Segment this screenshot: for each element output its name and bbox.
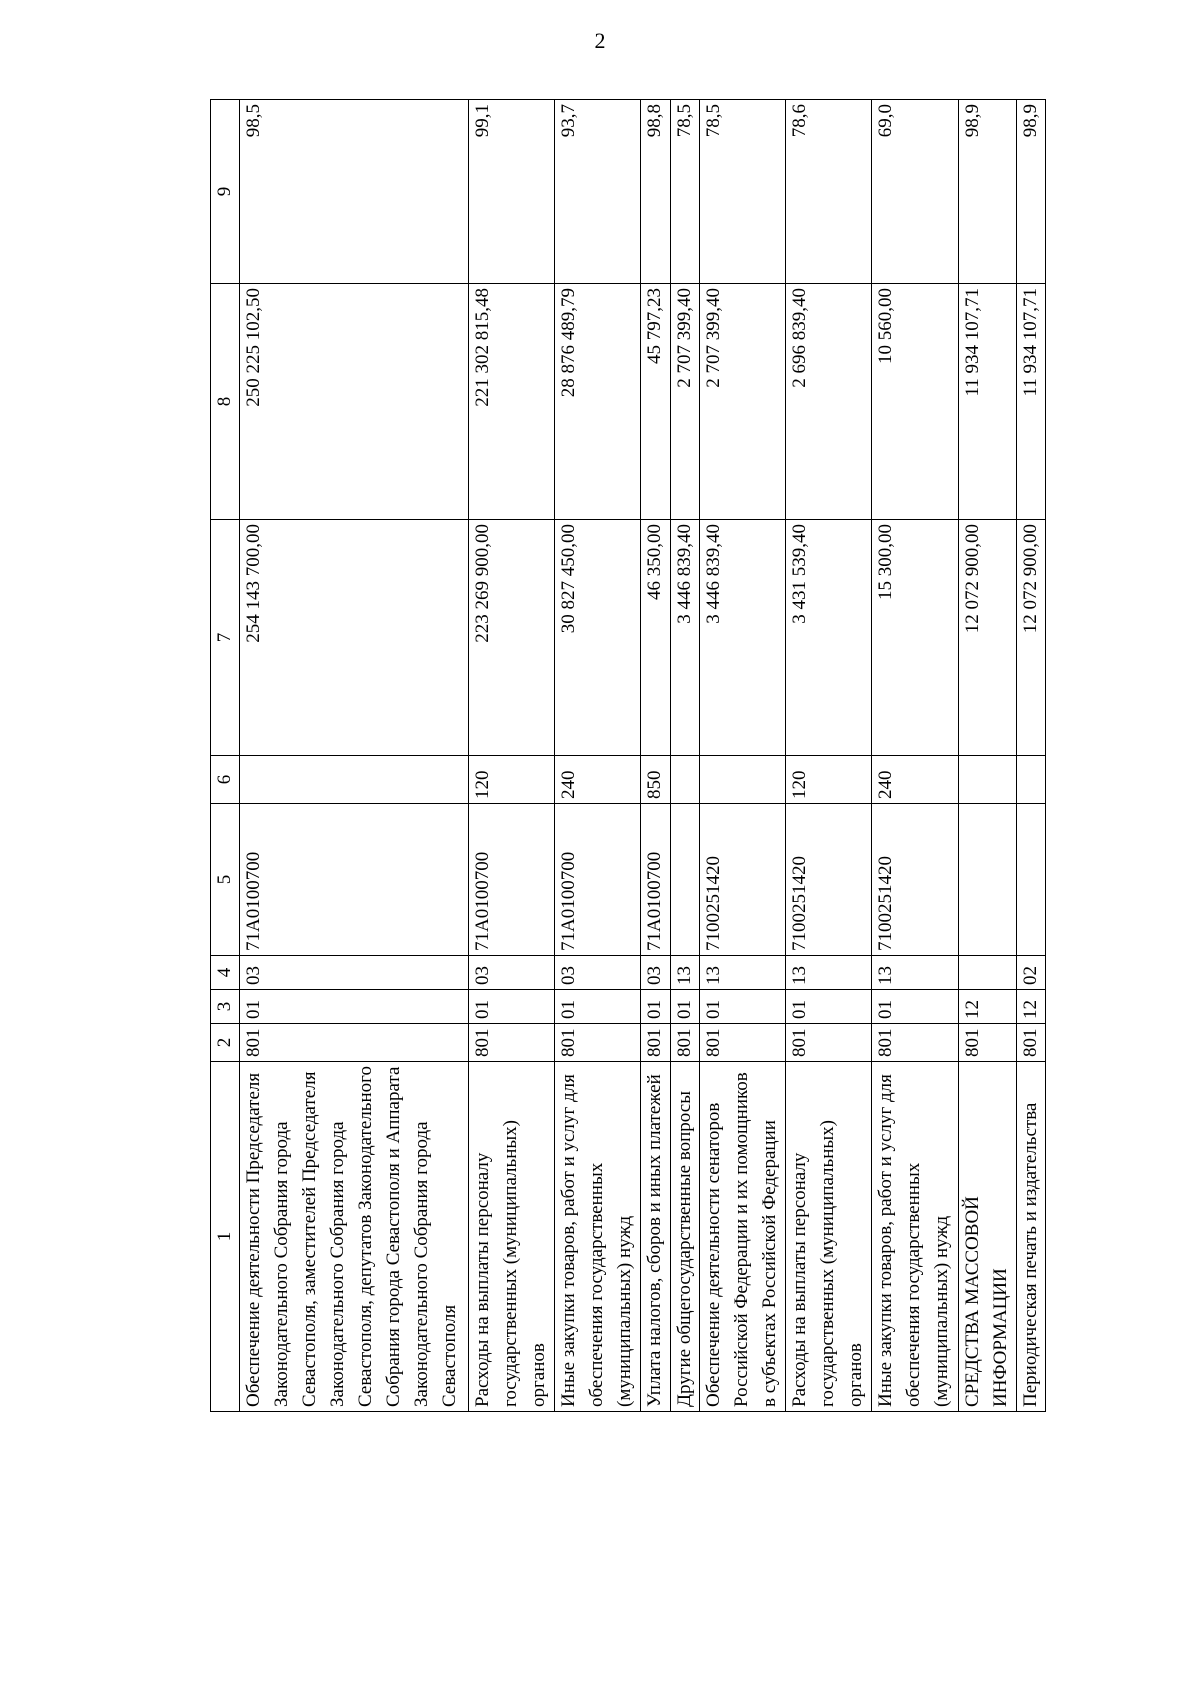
row-value-cell: 01 [786,990,872,1024]
row-value-cell [1016,804,1045,956]
row-name-cell: Обеспечение деятельности сенаторов Российской Федерации и их помощников в субъектах Российской Федерации [700,1062,786,1412]
row-value-cell: 223 269 900,00 [468,520,554,756]
row-value-cell: 3 446 839,40 [700,520,786,756]
table-row [958,100,1016,1412]
row-value-cell: 69,0 [872,100,958,284]
row-value-cell: 12 [958,990,1016,1024]
row-value-cell: 801 [240,1024,468,1062]
row-name-cell: Периодическая печать и издательства [1016,1062,1045,1412]
row-name-cell: СРЕДСТВА МАССОВОЙ ИНФОРМАЦИИ [958,1062,1016,1412]
table-row [670,100,699,1412]
budget-table [210,99,1046,1412]
row-value-cell: 01 [554,990,640,1024]
row-value-cell: 12 072 900,00 [1016,520,1045,756]
row-value-cell: 801 [554,1024,640,1062]
header-cell: 8 [211,284,240,520]
header-cell: 5 [211,804,240,956]
row-value-cell [700,756,786,804]
row-value-cell: 03 [554,956,640,990]
row-value-cell: 93,7 [554,100,640,284]
row-value-cell: 2 707 399,40 [700,284,786,520]
row-value-cell: 801 [872,1024,958,1062]
row-value-cell: 250 225 102,50 [240,284,468,520]
row-value-cell: 01 [700,990,786,1024]
header-row [211,100,240,1412]
row-name-cell: Иные закупки товаров, работ и услуг для обеспечения государственных (муниципальных) нужд [872,1062,958,1412]
row-value-cell: 801 [641,1024,670,1062]
row-value-cell: 240 [872,756,958,804]
row-value-cell [240,756,468,804]
row-value-cell: 45 797,23 [641,284,670,520]
header-cell: 4 [211,956,240,990]
row-value-cell: 12 072 900,00 [958,520,1016,756]
row-value-cell: 71А0100700 [554,804,640,956]
row-value-cell: 03 [641,956,670,990]
header-cell: 9 [211,100,240,284]
table-row [700,100,786,1412]
row-value-cell: 3 446 839,40 [670,520,699,756]
row-value-cell: 03 [240,956,468,990]
row-value-cell: 2 696 839,40 [786,284,872,520]
table-row [240,100,468,1412]
header-cell: 2 [211,1024,240,1062]
row-value-cell: 46 350,00 [641,520,670,756]
row-value-cell: 11 934 107,71 [958,284,1016,520]
row-value-cell [670,804,699,956]
row-value-cell: 7100251420 [786,804,872,956]
table-row [554,100,640,1412]
row-value-cell: 98,9 [958,100,1016,284]
row-value-cell: 12 [1016,990,1045,1024]
row-value-cell: 801 [786,1024,872,1062]
row-value-cell: 98,8 [641,100,670,284]
row-value-cell: 28 876 489,79 [554,284,640,520]
row-name-cell: Иные закупки товаров, работ и услуг для обеспечения государственных (муниципальных) нужд [554,1062,640,1412]
row-value-cell: 01 [872,990,958,1024]
row-value-cell: 99,1 [468,100,554,284]
row-value-cell: 10 560,00 [872,284,958,520]
row-name-cell: Расходы на выплаты персоналу государственных (муниципальных) органов [468,1062,554,1412]
row-value-cell: 30 827 450,00 [554,520,640,756]
table-row [1016,100,1045,1412]
row-value-cell: 71А0100700 [468,804,554,956]
row-value-cell: 120 [468,756,554,804]
header-cell: 6 [211,756,240,804]
row-value-cell: 7100251420 [872,804,958,956]
row-name-cell: Уплата налогов, сборов и иных платежей [641,1062,670,1412]
row-value-cell: 78,5 [700,100,786,284]
row-value-cell: 2 707 399,40 [670,284,699,520]
row-value-cell: 120 [786,756,872,804]
row-value-cell: 71А0100700 [240,804,468,956]
row-value-cell: 01 [240,990,468,1024]
row-value-cell: 801 [1016,1024,1045,1062]
row-value-cell: 78,5 [670,100,699,284]
row-value-cell: 01 [641,990,670,1024]
row-value-cell: 71А0100700 [641,804,670,956]
rotated-table-wrapper [210,100,1046,1412]
row-value-cell: 801 [670,1024,699,1062]
row-value-cell: 01 [670,990,699,1024]
row-value-cell: 13 [670,956,699,990]
row-value-cell [958,804,1016,956]
row-value-cell: 13 [786,956,872,990]
table-row [786,100,872,1412]
row-value-cell: 221 302 815,48 [468,284,554,520]
row-value-cell [1016,756,1045,804]
header-cell: 7 [211,520,240,756]
row-name-cell: Расходы на выплаты персоналу государственных (муниципальных) органов [786,1062,872,1412]
table-row [468,100,554,1412]
row-value-cell: 11 934 107,71 [1016,284,1045,520]
header-cell: 1 [211,1062,240,1412]
row-value-cell: 13 [700,956,786,990]
row-name-cell: Обеспечение деятельности Председателя Законодательного Собрания города Севастополя, заместителей Председателя Законодательного Собрания города Севастополя, депутатов Законодательного Собрания города Севастополя и Аппарата Законодательного Собрания города Севастополя [240,1062,468,1412]
row-value-cell: 7100251420 [700,804,786,956]
row-value-cell: 78,6 [786,100,872,284]
header-cell: 3 [211,990,240,1024]
row-value-cell: 3 431 539,40 [786,520,872,756]
row-value-cell: 98,9 [1016,100,1045,284]
row-value-cell: 801 [958,1024,1016,1062]
row-value-cell: 15 300,00 [872,520,958,756]
row-value-cell: 801 [468,1024,554,1062]
table-row [872,100,958,1412]
row-value-cell: 240 [554,756,640,804]
row-value-cell: 850 [641,756,670,804]
row-value-cell [958,956,1016,990]
row-value-cell: 254 143 700,00 [240,520,468,756]
row-value-cell [958,756,1016,804]
row-value-cell: 13 [872,956,958,990]
row-value-cell: 801 [700,1024,786,1062]
row-value-cell: 98,5 [240,100,468,284]
row-value-cell [670,756,699,804]
table-row [641,100,670,1412]
row-name-cell: Другие общегосударственные вопросы [670,1062,699,1412]
page-number: 2 [594,28,606,53]
row-value-cell: 03 [468,956,554,990]
row-value-cell: 01 [468,990,554,1024]
row-value-cell: 02 [1016,956,1045,990]
